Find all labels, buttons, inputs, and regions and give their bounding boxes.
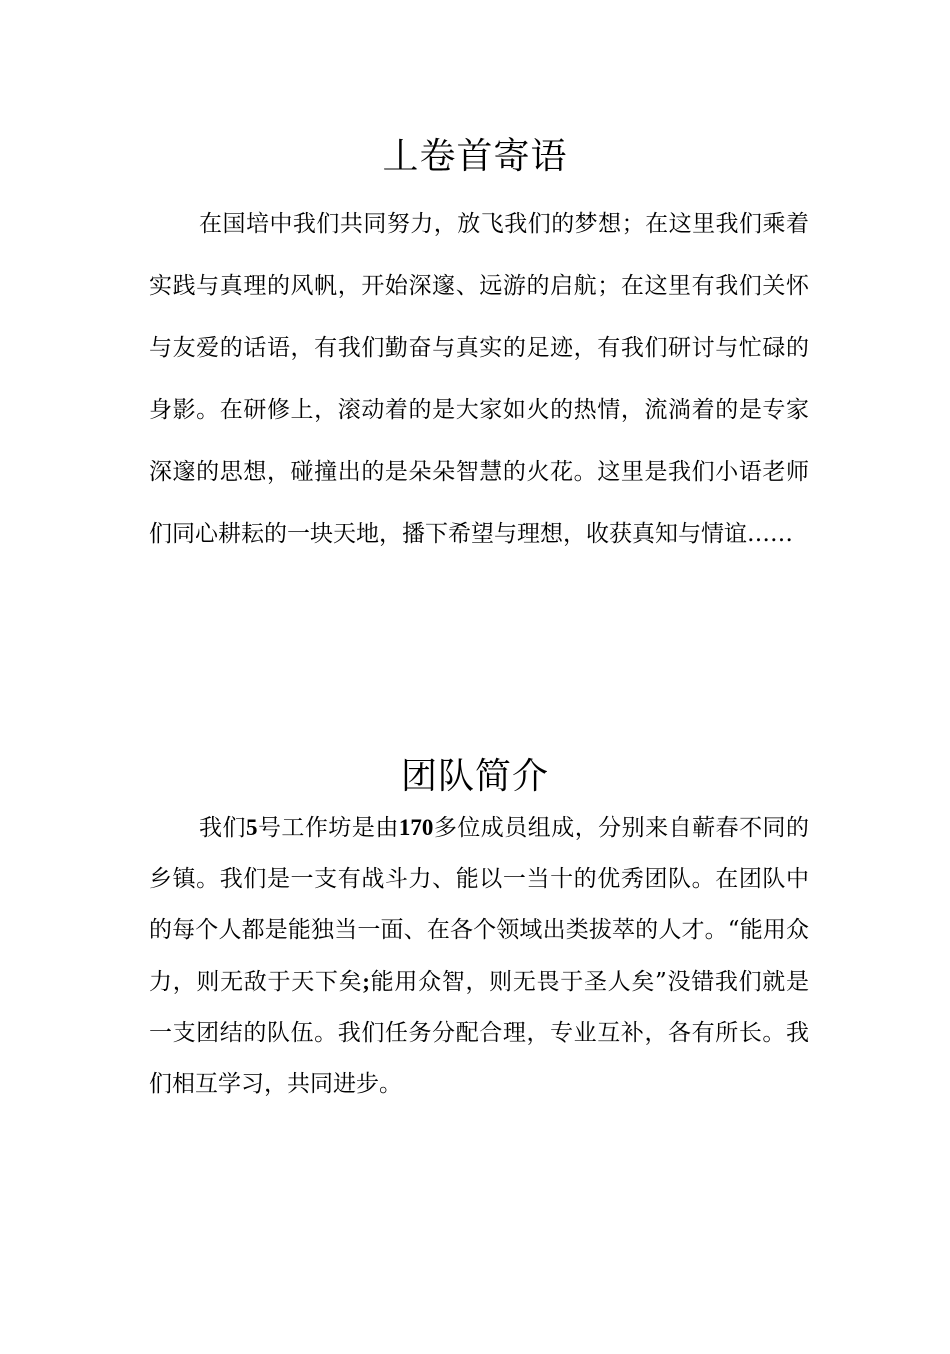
section-title-team-intro: 团队简介 [400,756,549,797]
title-prefix-glyph: 丄 [382,136,420,177]
semicolon: ; [362,969,370,994]
member-count: 170 [398,815,434,840]
foreword-paragraph: 在国培中我们共同努力，放飞我们的梦想；在这里我们乘着实践与真理的风帆，开始深邃、远游的启航；在这里有我们关怀与友爱的话语，有我们勤奋与真实的足迹，有我们研讨与忙碌的身影。在研修上，滚动着的是大家如火的热情，流淌着的是专家深邃的思想，碰撞出的是朵朵智慧的火花。这里是我们小语老师们同心耕耘的一块天地，播下希望与理想，收获真知与情谊…… [149,211,809,547]
workshop-number: 5 [245,815,258,840]
text-segment: 号工作坊是由 [257,815,399,841]
section-title-foreword [0,128,950,179]
text-segment: 我们 [199,815,246,841]
text-segment: 能用众智，则无畏于圣人矣”没错我们就是一支团结的队伍。我们任务分配合理，专业互补，各有所长。我们相互学习，共同进步。 [149,969,810,1097]
title-text: 卷首寄语 [419,136,568,177]
text-segment: 多位成员组成，分别来自蕲春不同的乡镇。我们是一支有战斗力、能以一当十的优秀团队。在团队中的每个人都是能独当一面、在各个领域出类拔萃的人才。“能用众力，则无敌于天下矣 [149,815,810,995]
team-intro-paragraph [149,802,809,1110]
